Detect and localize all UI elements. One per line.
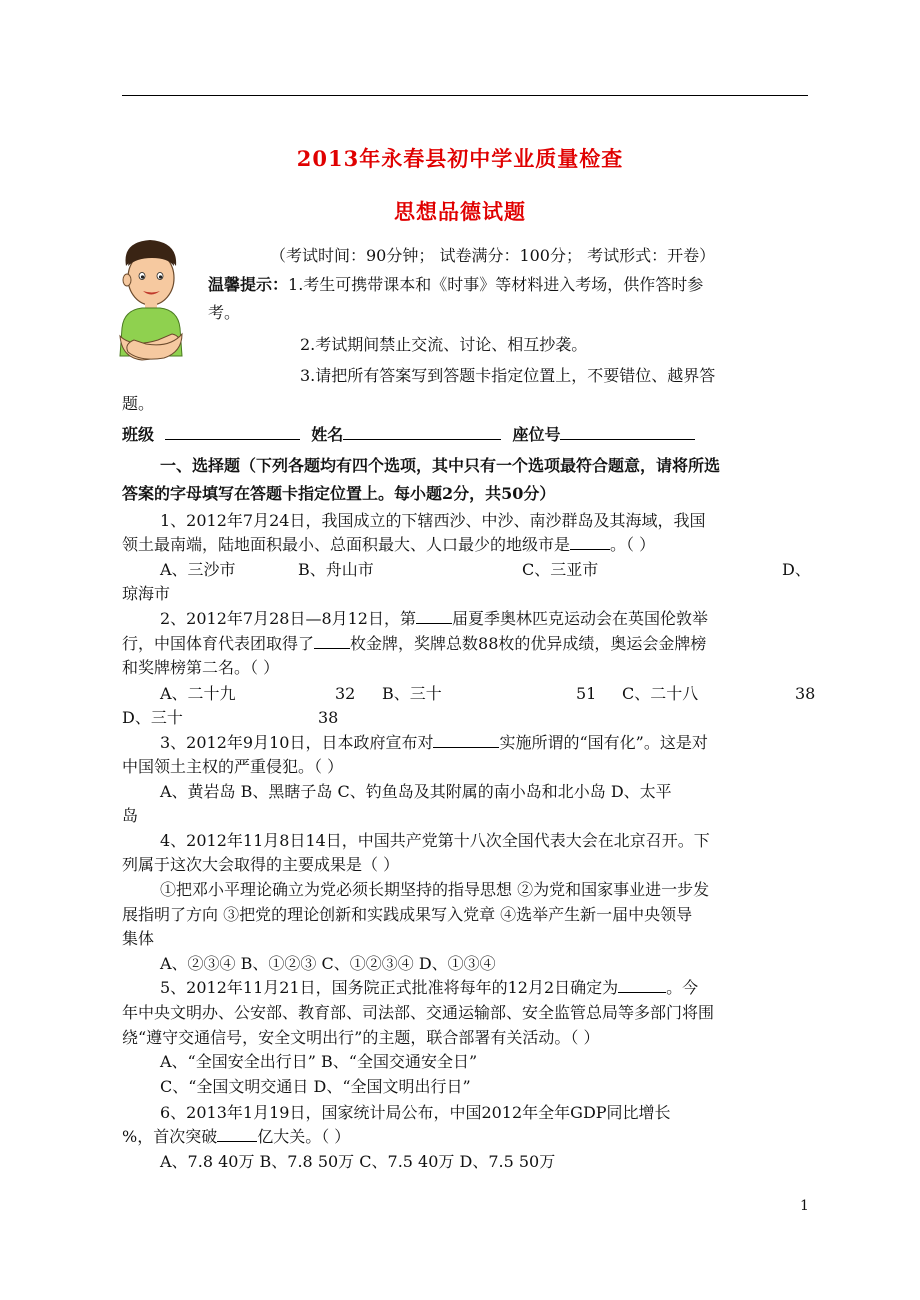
note-3b: 题。: [122, 394, 155, 413]
q4-options: A、②③④ B、①②③ C、①②③④ D、①③④: [160, 954, 496, 973]
q2-text-d: 枚金牌，奖牌总数88枚的优异成绩，奥运会金牌榜: [350, 634, 707, 653]
note-3a: 3.请把所有答案写到答题卡指定位置上，不要错位、越界答: [300, 366, 716, 385]
class-label: 班级: [122, 425, 155, 444]
q4-line-5: 集体: [122, 929, 155, 948]
q1-text: 领土最南端，陆地面积最小、总面积最大、人口最少的地级市是: [122, 535, 571, 554]
q4-line-4: 展指明了方向 ③把党的理论创新和实践成果写入党章 ④选举产生新一届中央领导: [122, 905, 693, 924]
q3-line-2: 中国领土主权的严重侵犯。（ ）: [122, 757, 344, 776]
q2-line-1: [160, 607, 708, 631]
q6-line-2: [122, 1125, 350, 1149]
q2-line-2: [122, 632, 706, 656]
q5-line-3: 绕“遵守交通信号，安全文明出行”的主题，联合部署有关活动。（ ）: [122, 1028, 600, 1047]
q2-option-b-num: 51: [576, 684, 597, 703]
q1-line-2: [122, 533, 655, 557]
q5-line-2: 年中央文明办、公安部、教育部、司法部、交通运输部、安全监管总局等多部门将围: [122, 1003, 715, 1022]
q1-option-a: A、三沙市: [160, 560, 236, 579]
exam-title: 2013年永春县初中学业质量检查: [296, 146, 624, 171]
name-field[interactable]: [343, 423, 501, 440]
note-1a: 1.考生可携带课本和《时事》等材料进入考场，供作答时参: [288, 275, 704, 294]
q5-options-2: C、“全国文明交通日 D、“全国文明出行日”: [160, 1077, 471, 1096]
q4-line-1: 4、2012年11月8日14日，中国共产党第十八次全国代表大会在北京召开。下: [160, 831, 710, 850]
q6-text-b: 亿大关。（ ）: [257, 1127, 351, 1146]
q1-line-1: 1、2012年7月24日，我国成立的下辖西沙、中沙、南沙群岛及其海域，我国: [160, 511, 706, 530]
q2-text-b: 届夏季奥林匹克运动会在英国伦敦举: [451, 609, 708, 628]
cartoon-boy-illustration: [112, 236, 190, 374]
page-number: 1: [800, 1198, 809, 1214]
class-field[interactable]: [165, 423, 300, 440]
q3-line-1: [160, 731, 708, 755]
q2-option-c-num: 38: [795, 684, 816, 703]
q1-option-c: C、三亚市: [522, 560, 599, 579]
section1-heading-2: 答案的字母填写在答题卡指定位置上。每小题2分，共50分）: [122, 484, 556, 503]
q6-options: A、7.8 40万 B、7.8 50万 C、7.5 40万 D、7.5 50万: [160, 1152, 556, 1171]
q2-text-a: 2、2012年7月28日—8月12日，第: [160, 609, 416, 628]
note-2: 2.考试期间禁止交流、讨论、相互抄袭。: [300, 335, 588, 354]
q5-text-a: 5、2012年11月21日，国务院正式批准将每年的12月2日确定为: [160, 978, 619, 997]
q2-option-a: A、二十九: [160, 684, 236, 703]
q1-blank: [570, 533, 610, 550]
q3-options: A、黄岩岛 B、黑瞎子岛 C、钓鱼岛及其附属的南小岛和北小岛 D、太平: [160, 782, 672, 801]
note-1b: 考。: [208, 303, 241, 322]
q2-blank-2: [314, 632, 350, 649]
q5-line-1: [160, 976, 698, 1000]
q3-blank: [433, 731, 499, 748]
q6-line-1: 6、2013年1月19日，国家统计局公布，中国2012年全年GDP同比增长: [160, 1103, 671, 1122]
q3-line-4: 岛: [122, 806, 139, 825]
q1-option-d-text: 琼海市: [122, 584, 171, 603]
seat-field[interactable]: [560, 423, 695, 440]
name-label: 姓名: [311, 425, 344, 444]
exam-info: （考试时间：90分钟； 试卷满分：100分； 考试形式：开卷）: [270, 246, 716, 265]
q2-option-d-num: 38: [318, 708, 339, 727]
q4-line-2: 列属于这次大会取得的主要成果是（ ）: [122, 855, 400, 874]
notes-label: 温馨提示：: [208, 275, 289, 294]
q4-line-3: ①把邓小平理论确立为党必须长期坚持的指导思想 ②为党和国家事业进一步发: [160, 880, 710, 899]
header-rule: [122, 95, 808, 96]
q2-option-a-num: 32: [335, 684, 356, 703]
q1-paren: 。（ ）: [610, 535, 656, 554]
student-info-fields: [122, 423, 695, 447]
section1-heading: 一、选择题（下列各题均有四个选项，其中只有一个选项最符合题意，请将所选: [160, 456, 721, 475]
q1-option-d: D、: [782, 560, 811, 579]
q5-options-1: A、“全国安全出行日” B、“全国交通安全日”: [160, 1052, 478, 1071]
q3-text-b: 实施所谓的“国有化”。这是对: [499, 733, 708, 752]
q2-option-b: B、三十: [382, 684, 442, 703]
q2-line-3: 和奖牌榜第二名。（ ）: [122, 658, 280, 677]
q2-blank-1: [416, 607, 452, 624]
exam-subtitle: 思想品德试题: [394, 199, 526, 224]
q5-text-b: 。今: [666, 978, 699, 997]
q3-text-a: 3、2012年9月10日，日本政府宣布对: [160, 733, 434, 752]
q1-option-b: B、舟山市: [298, 560, 374, 579]
notes-line-1: [208, 273, 703, 297]
q2-text-c: 行，中国体育代表团取得了: [122, 634, 315, 653]
seat-label: 座位号: [512, 425, 561, 444]
q5-blank: [618, 976, 666, 993]
q6-text-a: %，首次突破: [122, 1127, 218, 1146]
q2-option-d: D、三十: [122, 708, 183, 727]
q6-blank: [217, 1125, 257, 1142]
q2-option-c: C、二十八: [622, 684, 699, 703]
